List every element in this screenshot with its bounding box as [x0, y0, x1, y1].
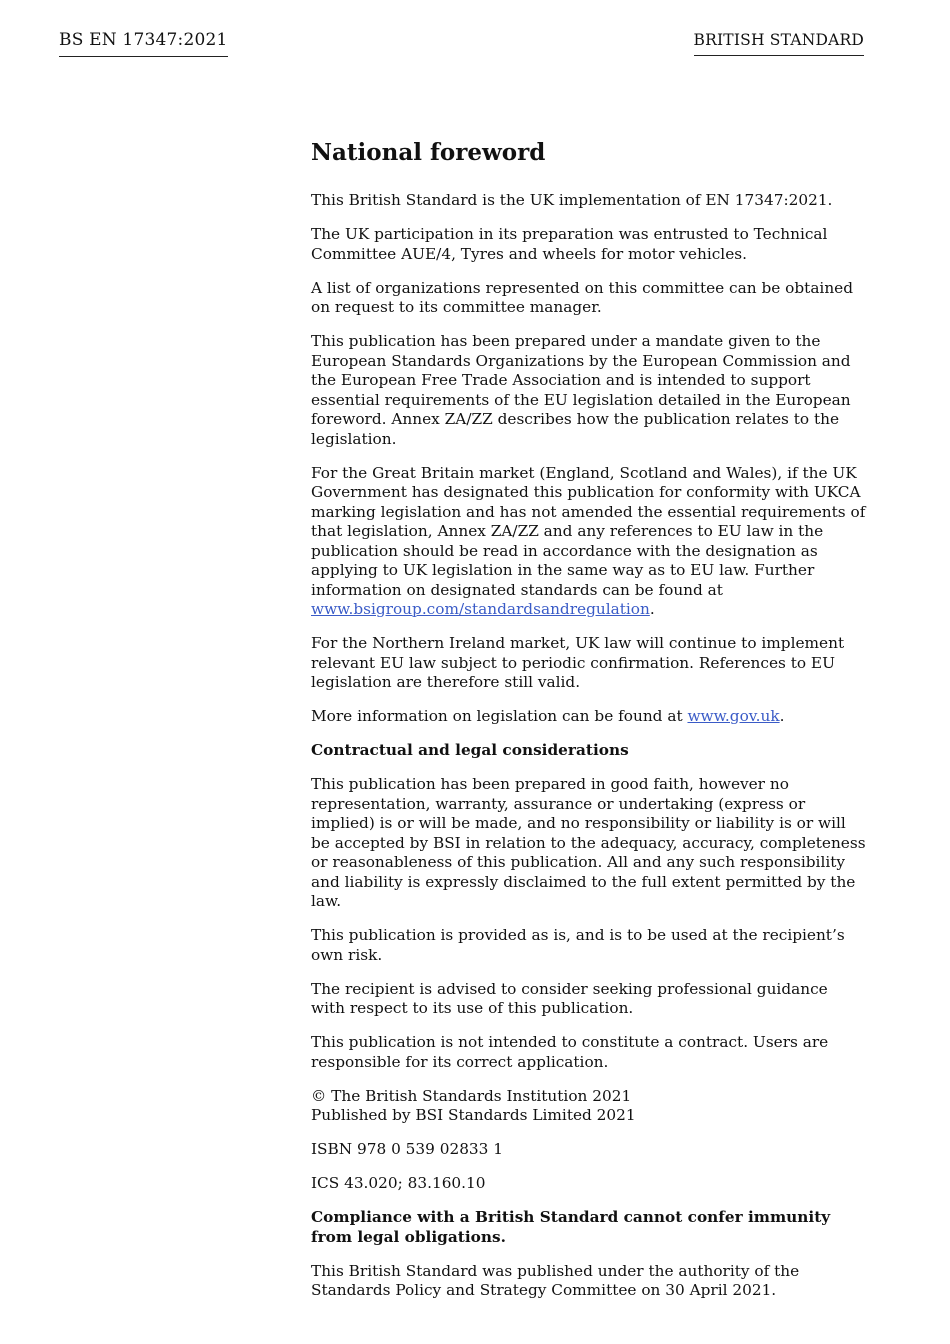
header-series-label: BRITISH STANDARD — [694, 31, 865, 56]
paragraph-mandate: This publication has been prepared under a mandate given to the European Standards Organizations by the European Commission and the European Free Trade Association and is intended to support essential requirements of the EU legislation detailed in the European foreword. Annex ZA/ZZ describes how the publication relates to the legislation. — [311, 332, 851, 448]
paragraph-committee: The UK participation in its preparation was entrusted to Technical Committee AUE/4, Tyres and wheels for motor vehicles. — [311, 225, 828, 263]
page-title: National foreword — [311, 139, 546, 166]
paragraph-good-faith: This publication has been prepared in good faith, however no representation, warranty, assurance or undertaking (express or implied) is or will be made, and no responsibility or liability is or will be accepted by BSI in relation to the adequacy, accuracy, completeness or reasonableness of this publication. All and any such responsibility and liability is expressly disclaimed to the full extent permitted by the law. — [311, 775, 866, 910]
paragraph-legislation-text: More information on legislation can be found at — [311, 707, 688, 725]
paragraph-organizations: A list of organizations represented on this committee can be obtained on request to its committee manager. — [311, 278, 854, 316]
compliance-statement: Compliance with a British Standard cannot confer immunity from legal obligations. — [311, 1208, 831, 1246]
paragraph-professional-guidance: The recipient is advised to consider seeking professional guidance with respect to its use of this publication. — [311, 979, 828, 1017]
paragraph-as-is: This publication is provided as is, and is to be used at the recipient’s own risk. — [311, 926, 845, 964]
gov-uk-link[interactable]: www.gov.uk — [687, 707, 780, 725]
foreword-body — [311, 138, 866, 1315]
header-document-id: BS EN 17347:2021 — [59, 30, 228, 57]
legal-considerations-heading: Contractual and legal considerations — [311, 741, 629, 759]
paragraph-northern-ireland: For the Northern Ireland market, UK law will continue to implement relevant EU law subject to periodic confirmation. References to EU legislation are therefore still valid. — [311, 634, 845, 691]
copyright-line: © The British Standards Institution 2021 — [311, 1086, 632, 1105]
copyright-block — [311, 1087, 866, 1126]
paragraph-implementation: This British Standard is the UK implementation of EN 17347:2021. — [311, 191, 833, 209]
paragraph-great-britain-text: For the Great Britain market (England, Scotland and Wales), if the UK Government has designated this publication for conformity with UKCA marking legislation and has not amended the essential requirements of that legislation, Annex ZA/ZZ and any references to EU law in the publication should be read in accordance with the designation as applying to UK legislation in the same way as to EU law. Further information on designated standards can be found at — [311, 463, 866, 599]
paragraph-legislation-info — [311, 707, 866, 727]
paragraph-great-britain-end: . — [649, 600, 655, 618]
paragraph-legislation-end: . — [779, 707, 785, 725]
paragraph-publication-authority: This British Standard was published under the authority of the Standards Policy and Strategy Committee on 30 April 2021. — [311, 1261, 800, 1299]
paragraph-great-britain — [311, 464, 866, 620]
bsigroup-link[interactable]: www.bsigroup.com/standardsandregulation — [311, 600, 650, 618]
publisher-line: Published by BSI Standards Limited 2021 — [311, 1106, 636, 1124]
paragraph-not-contract: This publication is not intended to constitute a contract. Users are responsible for its correct application. — [311, 1033, 829, 1071]
ics-line: ICS 43.020; 83.160.10 — [311, 1174, 486, 1192]
isbn-line: ISBN 978 0 539 02833 1 — [311, 1140, 503, 1158]
